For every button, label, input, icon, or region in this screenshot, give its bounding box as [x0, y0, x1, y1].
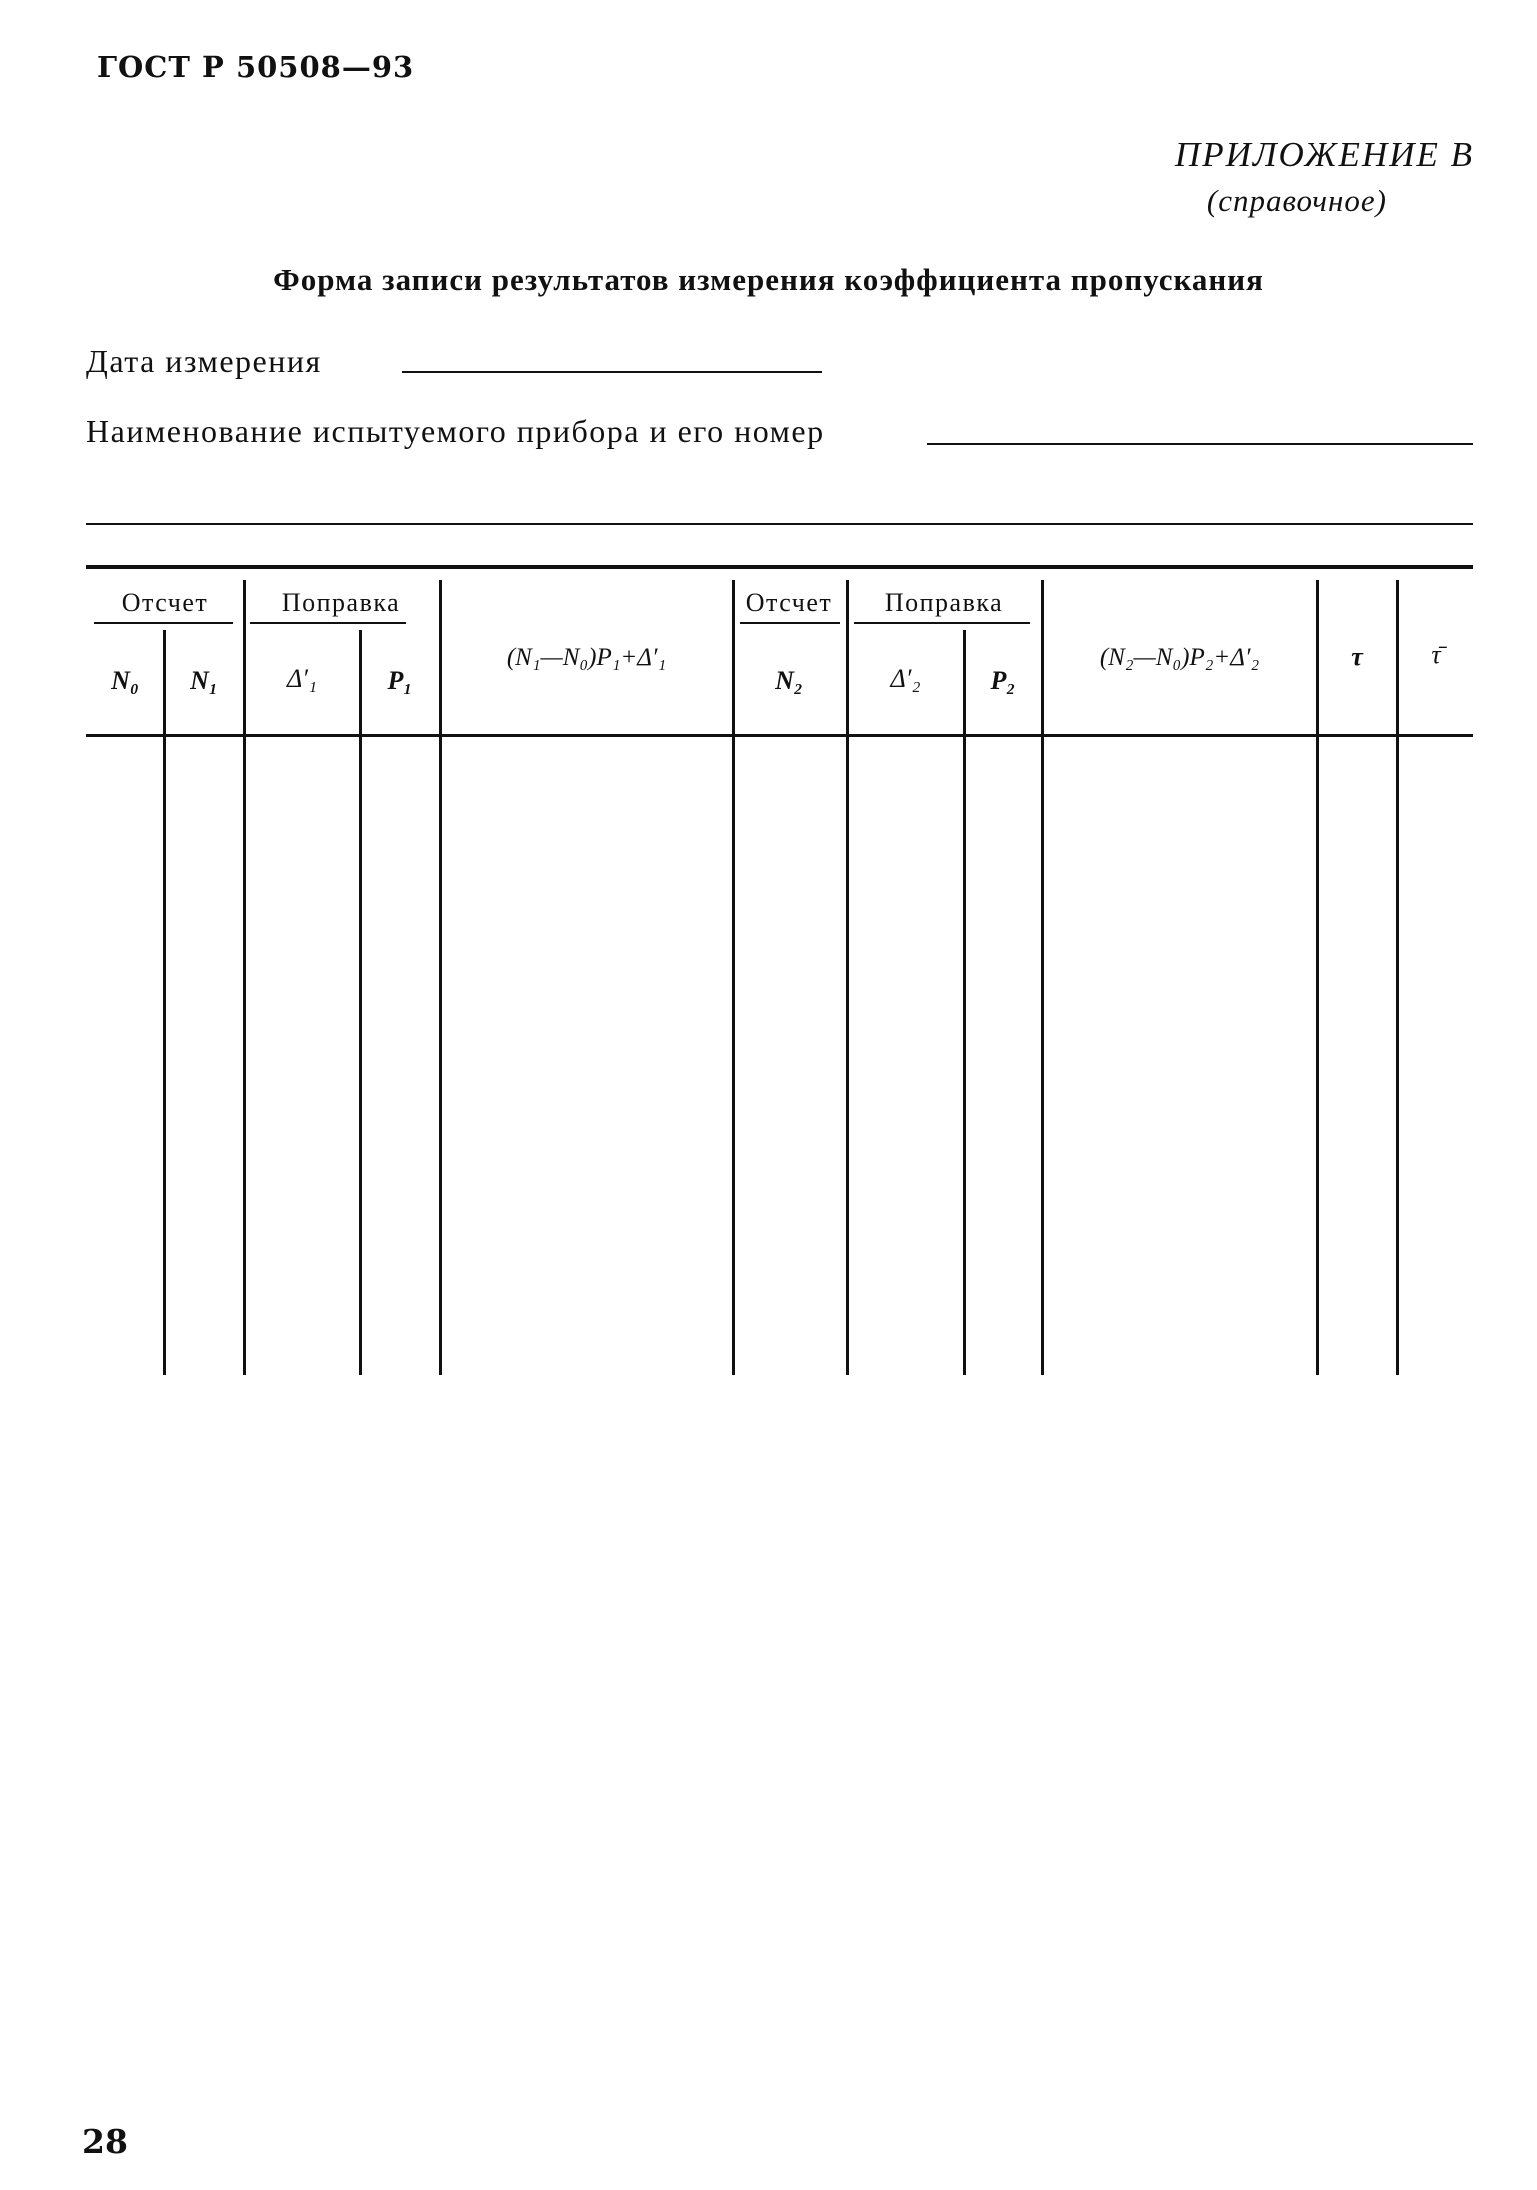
- column-divider: [359, 630, 362, 1375]
- group-underline-reading-2: [740, 622, 840, 624]
- standard-number: ГОСТ Р 50508—93: [97, 50, 415, 84]
- column-divider: [846, 580, 849, 1375]
- page-number: 28: [82, 2122, 128, 2161]
- column-header-tau-mean: τ̄: [1431, 640, 1441, 669]
- device-name-label: Наименование испытуемого прибора и его номер: [86, 413, 825, 449]
- column-divider: [963, 630, 966, 1375]
- table-top-rule: [86, 565, 1473, 569]
- group-header-correction-2: Поправка: [884, 588, 1004, 617]
- column-divider: [1041, 580, 1044, 1375]
- column-header-delta2: Δ′₂: [890, 664, 921, 693]
- appendix-title: ПРИЛОЖЕНИЕ В: [1174, 135, 1474, 174]
- group-header-correction-1: Поправка: [281, 588, 401, 617]
- group-underline-correction-1: [250, 622, 406, 624]
- group-header-reading-1: Отсчет: [121, 588, 209, 617]
- column-header-n1: N₁: [190, 666, 218, 695]
- device-name-field[interactable]: [927, 443, 1473, 445]
- column-divider: [163, 630, 166, 1375]
- group-underline-reading-1: [94, 622, 233, 624]
- form-title: Форма записи результатов измерения коэффициента пропускания: [273, 262, 1264, 297]
- column-divider: [732, 580, 735, 1375]
- date-label: Дата измерения: [86, 343, 322, 379]
- table-header-rule: [86, 734, 1473, 737]
- column-divider: [243, 580, 246, 1375]
- column-header-formula-1: (N₁—N₀)P₁+Δ′₁: [506, 644, 667, 671]
- column-header-tau: τ: [1351, 642, 1363, 671]
- date-field[interactable]: [402, 371, 822, 373]
- group-header-reading-2: Отсчет: [745, 588, 833, 617]
- column-header-delta1: Δ′₁: [287, 664, 317, 693]
- column-divider: [1316, 580, 1319, 1375]
- group-underline-correction-2: [854, 622, 1030, 624]
- column-header-p2: P₂: [990, 666, 1016, 695]
- device-name-field-continued[interactable]: [86, 523, 1473, 525]
- column-header-n2: N₂: [775, 666, 803, 695]
- column-divider: [1396, 580, 1399, 1375]
- column-header-p1: P₁: [387, 666, 413, 695]
- column-header-n0: N₀: [111, 666, 139, 695]
- column-header-formula-2: (N₂—N₀)P₂+Δ′₂: [1099, 644, 1260, 671]
- appendix-type: (справочное): [1206, 183, 1387, 218]
- column-divider: [439, 580, 442, 1375]
